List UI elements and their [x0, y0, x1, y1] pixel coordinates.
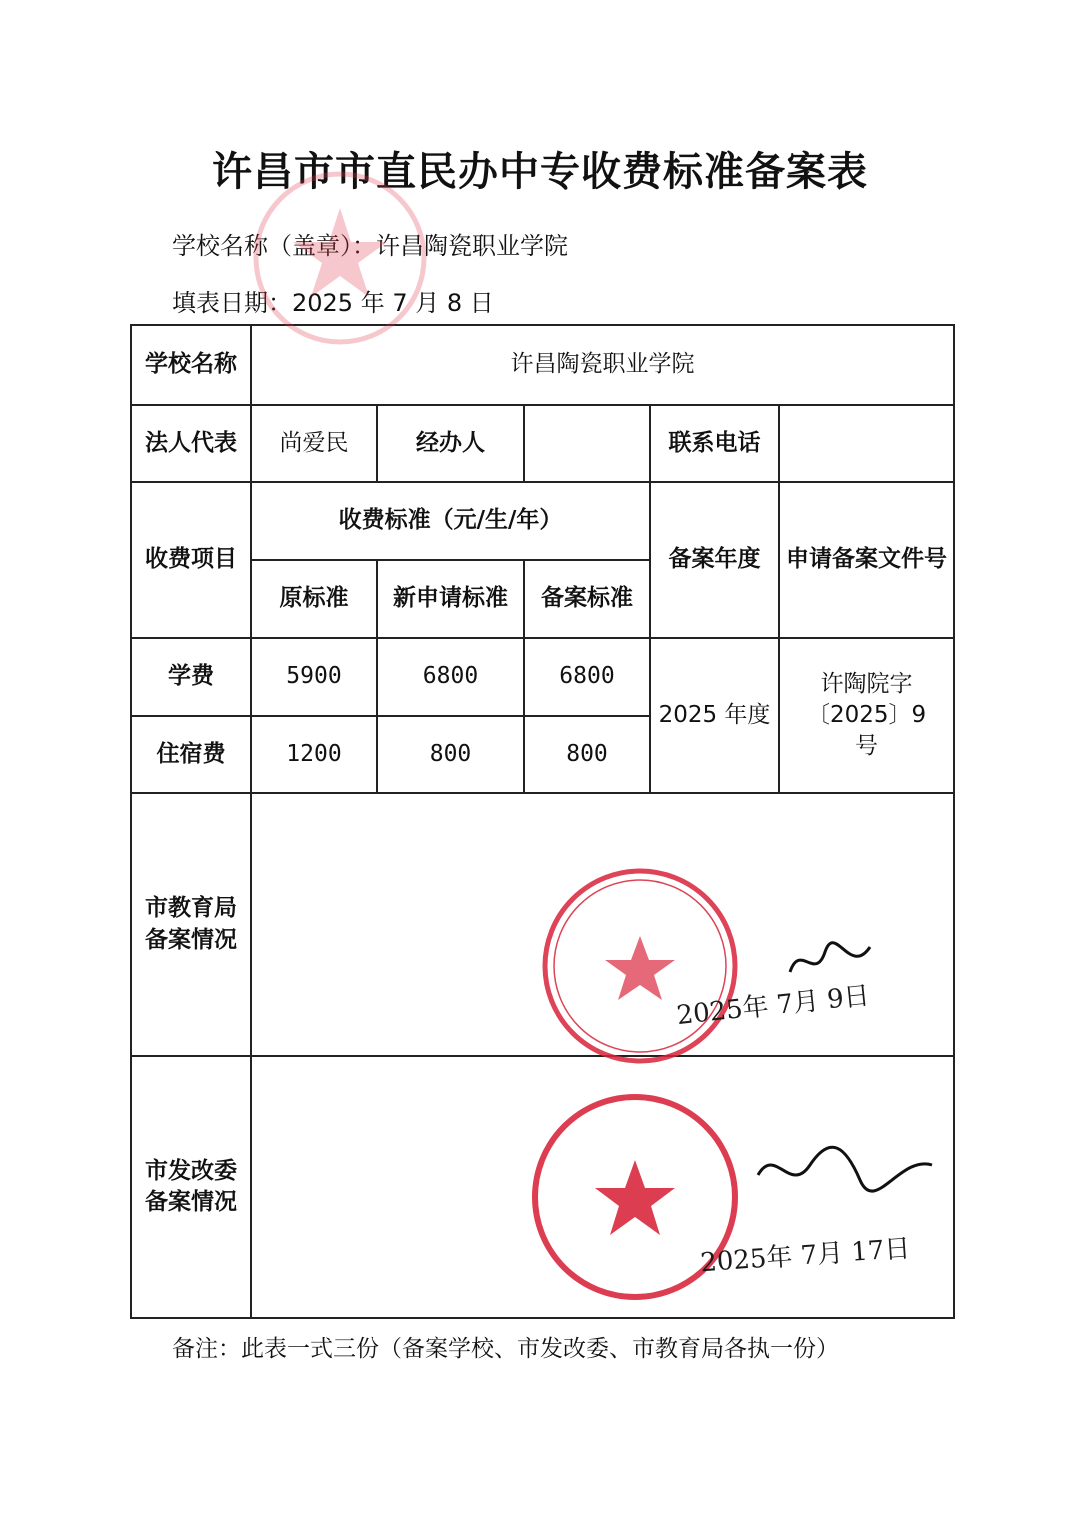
ndrc-filing-header: 市发改委备案情况 — [131, 1056, 251, 1318]
edu-date-year: 2025 — [675, 994, 745, 1032]
school-name-header: 学校名称 — [131, 325, 251, 405]
ndrc-date-year: 2025 — [699, 1243, 768, 1279]
edu-date-day: 9 — [825, 983, 846, 1016]
ndrc-date-day-unit: 日 — [883, 1233, 912, 1266]
edu-bureau-filing-cell — [251, 793, 954, 1056]
fee-item-cell: 住宿费 — [131, 716, 251, 793]
original-standard-cell: 1200 — [251, 716, 377, 793]
table-row — [131, 325, 954, 405]
fee-item-header: 收费项目 — [131, 482, 251, 638]
phone-cell — [779, 405, 954, 482]
school-name-line — [172, 226, 568, 261]
new-standard-cell: 6800 — [377, 638, 524, 716]
legal-rep-cell: 尚爱民 — [251, 405, 377, 482]
new-standard-header: 新申请标准 — [377, 560, 524, 638]
handler-cell — [524, 405, 650, 482]
fee-item-cell: 学费 — [131, 638, 251, 716]
ndrc-date-month-unit: 月 — [816, 1238, 845, 1271]
legal-rep-header: 法人代表 — [131, 405, 251, 482]
new-standard-cell: 800 — [377, 716, 524, 793]
school-name-line-label: 学校名称（盖章）： — [172, 232, 376, 260]
original-standard-header: 原标准 — [251, 560, 377, 638]
edu-date-year-unit: 年 — [741, 991, 771, 1025]
fill-date-label: 填表日期： — [172, 289, 292, 317]
filed-standard-cell: 6800 — [524, 638, 650, 716]
edu-bureau-filing-header: 市教育局备案情况 — [131, 793, 251, 1056]
edu-date-day-unit: 日 — [842, 980, 872, 1014]
doc-number-cell: 许陶院字〔2025〕9 号 — [779, 638, 954, 793]
table-row — [131, 793, 954, 1056]
filed-standard-cell: 800 — [524, 716, 650, 793]
ndrc-date-year-unit: 年 — [765, 1241, 794, 1274]
table-row — [131, 638, 954, 716]
doc-number-header: 申请备案文件号 — [779, 482, 954, 638]
edu-date-month: 7 — [775, 988, 795, 1021]
footnote: 备注：此表一式三份（备案学校、市发改委、市教育局各执一份） — [172, 1336, 839, 1362]
school-name-line-value: 许昌陶瓷职业学院 — [376, 232, 568, 260]
fee-standard-header: 收费标准（元/生/年） — [251, 482, 650, 560]
filed-standard-header: 备案标准 — [524, 560, 650, 638]
fee-filing-table — [130, 324, 955, 1319]
ndrc-filing-cell — [251, 1056, 954, 1318]
phone-header: 联系电话 — [650, 405, 779, 482]
table-row — [131, 405, 954, 482]
ndrc-date-day: 17 — [850, 1235, 886, 1268]
fill-date-value: 2025 年 7 月 8 日 — [292, 289, 494, 317]
fill-date-line — [172, 283, 494, 318]
school-name-cell: 许昌陶瓷职业学院 — [251, 325, 954, 405]
handler-header: 经办人 — [377, 405, 524, 482]
edu-date-month-unit: 月 — [791, 986, 821, 1019]
ndrc-date-month: 7 — [799, 1240, 819, 1272]
filing-year-header: 备案年度 — [650, 482, 779, 638]
page-title: 许昌市市直民办中专收费标准备案表 — [212, 148, 868, 195]
table-row — [131, 482, 954, 560]
filing-year-cell: 2025 年度 — [650, 638, 779, 793]
table-row — [131, 1056, 954, 1318]
original-standard-cell: 5900 — [251, 638, 377, 716]
